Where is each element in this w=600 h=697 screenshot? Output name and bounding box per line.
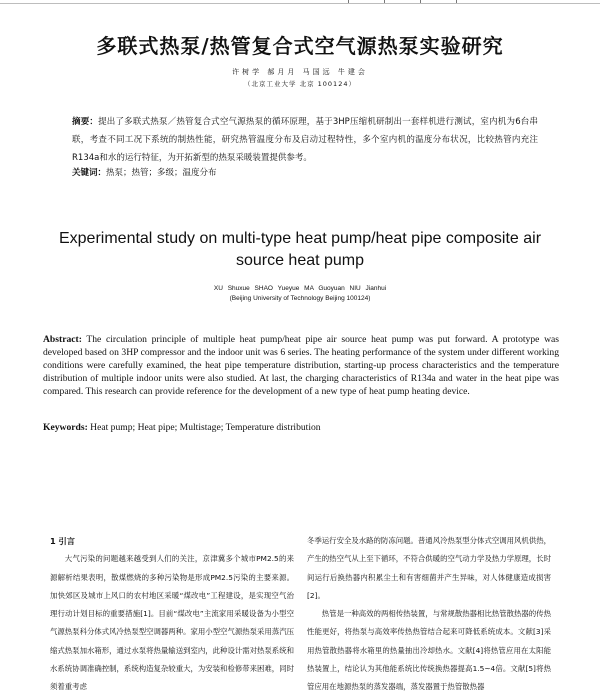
chinese-keywords-text: 热泵；热管；多级；温度分布	[106, 168, 217, 178]
chinese-title: 多联式热泵/热管复合式空气源热泵实验研究	[96, 34, 504, 58]
chinese-affiliation: （北京工业大学 北京 100124）	[244, 80, 356, 88]
body-left-column	[50, 532, 294, 697]
chinese-authors: 许树学 郝月月 马国远 牛建会	[232, 68, 368, 76]
section-heading-introduction: 1 引言	[50, 536, 75, 546]
chinese-abstract-label: 摘要：	[72, 117, 99, 127]
chinese-keywords	[72, 166, 538, 180]
english-keywords	[43, 421, 559, 434]
body-paragraph: 大气污染的问题越来越受到人们的关注，京津冀多个城市PM2.5的来源解析结果表明，散煤燃烧的多种污染物是形成PM2.5污染的主要来源。加快郊区及城市上风口的农村地区采暖“煤改电”工程建设，是实现空气治理行动计划目标的重要措施[1]。目前“煤改电”主流家用采暖设备为小型空气源热泵科分体式风冷热泵型空调器两种。家用小型空气源热泵采用蒸汽压缩式热泵加水箱形，通过水泵将热量输送到室内，此种设计需对热泵系统和水系统协调准确控制，系统构造复杂较重大，为安装和检修带来困难，同时须着重考虑	[50, 554, 294, 692]
english-abstract-label: Abstract:	[43, 334, 82, 345]
english-authors: XU Shuxue SHAO Yueyue MA Guoyuan NIU Jianhui	[213, 285, 387, 292]
body-paragraph: 冬季运行安全及水路的防冻问题。普通风冷热泵型分体式空调用风机供热，产生的热空气从上至下循环，不符合供暖的空气动力学及热力学原理，长时间运行后换热器内积累尘土和有害细菌并产生异味，对人体健康造成损害[2]。	[307, 536, 551, 600]
body-paragraph: 热管是一种高效的两相传热装置，与常规散热器相比热管散热器的传热性能更好，将热泵与高效率传热热管结合起来可降低系统成本。文献[3]采用热管散热器将水箱里的热量抽出冷却热水。文献[4]将热管应用在太阳能热装置上，结论认为其他能系统比传统换热器提高1.5~4倍。文献[5]将热管应用在地源热泵的蒸发器端，蒸发器置于热管散热器	[307, 609, 551, 692]
chinese-abstract-text: 提出了多联式热泵／热管复合式空气源热泵的循环原理，基于3HP压缩机研制出一套样机进行测试，室内机为6台串联，考查不同工况下系统的制热性能，研究热管温度分布及启动过程特性，多个室内机的温度分布状况，比较热管内充注R134a和水的运行特征，为开拓新型的热泵采暖装置提供参考。	[72, 117, 538, 163]
english-abstract	[43, 334, 559, 399]
chinese-abstract	[72, 113, 538, 167]
body-right-column	[307, 532, 551, 697]
english-abstract-text: The circulation principle of multiple heat pump/heat pipe air source heat pump was put forward. A prototype was developed based on 3HP compressor and the indoor unit was 6 series. The heating performance of the system under different working conditions were carefully examined, the heat pipe temperature distribution, starting-up process characteristics and the temperature distribution of multiple indoor units were also studied. At last, the charging characteristics of R134a and water in the heat pipe was compared. This research can provide reference for the development of a new type of heat pump heating device.	[43, 334, 559, 397]
header-marks	[348, 0, 458, 3]
header-rule	[0, 3, 600, 4]
english-affiliation: (Beijing University of Technology Beijing 100124)	[229, 295, 371, 302]
chinese-keywords-label: 关键词：	[72, 168, 107, 178]
english-title: Experimental study on multi-type heat pump/heat pipe composite air source heat pump	[58, 230, 542, 269]
english-keywords-text: Heat pump; Heat pipe; Multistage; Temperature distribution	[90, 422, 321, 433]
english-keywords-label: Keywords:	[43, 422, 88, 433]
